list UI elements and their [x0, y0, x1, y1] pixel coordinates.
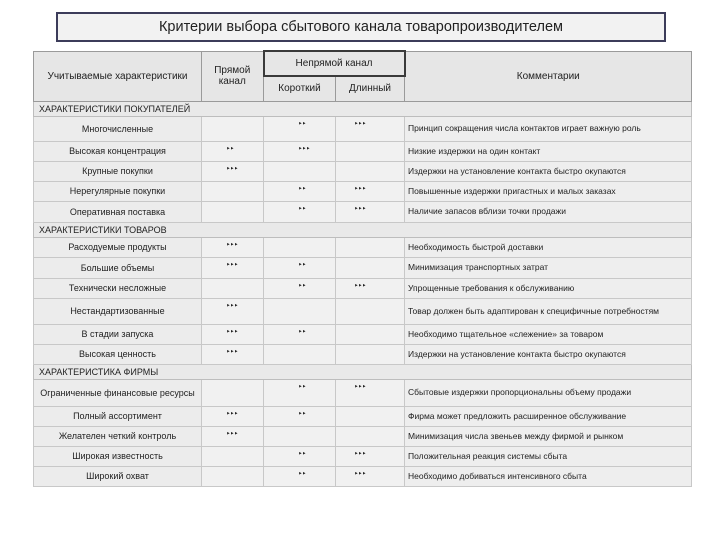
table-row — [34, 237, 692, 257]
long-marker-icon — [336, 257, 405, 278]
short-marker-icon: ‣‣ — [264, 278, 336, 298]
table-row — [34, 446, 692, 466]
direct-marker-icon: ‣‣‣ — [202, 161, 264, 181]
long-marker-icon — [336, 324, 405, 344]
direct-marker-icon — [202, 466, 264, 486]
table-row — [34, 379, 692, 406]
section-row — [34, 222, 692, 237]
section-title: ХАРАКТЕРИСТИКИ ТОВАРОВ — [34, 222, 692, 237]
table-row — [34, 141, 692, 161]
characteristic-cell: Широкая известность — [34, 446, 202, 466]
characteristic-cell: Высокая концентрация — [34, 141, 202, 161]
short-marker-icon — [264, 237, 336, 257]
long-marker-icon — [336, 344, 405, 364]
table-row — [34, 298, 692, 324]
header-direct-channel: Прямой канал — [202, 51, 264, 101]
comment-cell: Товар должен быть адаптирован к специфичные потребностям — [405, 298, 692, 324]
header-comments: Комментарии — [405, 51, 692, 101]
table-row — [34, 201, 692, 222]
direct-marker-icon — [202, 181, 264, 201]
characteristic-cell: Высокая ценность — [34, 344, 202, 364]
long-marker-icon: ‣‣‣ — [336, 466, 405, 486]
characteristic-cell: Полный ассортимент — [34, 406, 202, 426]
long-marker-icon — [336, 298, 405, 324]
long-marker-icon: ‣‣‣ — [336, 446, 405, 466]
short-marker-icon — [264, 161, 336, 181]
direct-marker-icon: ‣‣‣ — [202, 426, 264, 446]
characteristic-cell: В стадии запуска — [34, 324, 202, 344]
long-marker-icon: ‣‣‣ — [336, 181, 405, 201]
short-marker-icon — [264, 426, 336, 446]
characteristic-cell: Ограниченные финансовые ресурсы — [34, 379, 202, 406]
direct-marker-icon — [202, 446, 264, 466]
table-row — [34, 278, 692, 298]
comment-cell: Положительная реакция системы сбыта — [405, 446, 692, 466]
direct-marker-icon: ‣‣‣ — [202, 344, 264, 364]
short-marker-icon: ‣‣ — [264, 181, 336, 201]
long-marker-icon: ‣‣‣ — [336, 201, 405, 222]
short-marker-icon: ‣‣ — [264, 257, 336, 278]
direct-marker-icon — [202, 201, 264, 222]
comment-cell: Минимизация числа звеньев между фирмой и рынком — [405, 426, 692, 446]
comment-cell: Издержки на установление контакта быстро окупаются — [405, 344, 692, 364]
characteristic-cell: Многочисленные — [34, 116, 202, 141]
table-row — [34, 426, 692, 446]
section-row — [34, 364, 692, 379]
long-marker-icon — [336, 161, 405, 181]
direct-marker-icon — [202, 116, 264, 141]
characteristic-cell: Технически несложные — [34, 278, 202, 298]
section-row — [34, 101, 692, 116]
header-indirect-channel: Непрямой канал — [264, 51, 405, 76]
short-marker-icon: ‣‣ — [264, 379, 336, 406]
short-marker-icon: ‣‣ — [264, 446, 336, 466]
direct-marker-icon: ‣‣‣ — [202, 237, 264, 257]
direct-marker-icon: ‣‣‣ — [202, 406, 264, 426]
table-row — [34, 344, 692, 364]
page-title: Критерии выбора сбытового канала товаропроизводителем — [56, 12, 666, 42]
short-marker-icon: ‣‣ — [264, 201, 336, 222]
characteristic-cell: Нестандартизованные — [34, 298, 202, 324]
short-marker-icon — [264, 298, 336, 324]
header-short: Короткий — [264, 76, 336, 101]
table-row — [34, 324, 692, 344]
header-long: Длинный — [336, 76, 405, 101]
comment-cell: Необходимо добиваться интенсивного сбыта — [405, 466, 692, 486]
characteristic-cell: Оперативная поставка — [34, 201, 202, 222]
section-title: ХАРАКТЕРИСТИКА ФИРМЫ — [34, 364, 692, 379]
characteristic-cell: Нерегулярные покупки — [34, 181, 202, 201]
comment-cell: Упрощенные требования к обслуживанию — [405, 278, 692, 298]
section-title: ХАРАКТЕРИСТИКИ ПОКУПАТЕЛЕЙ — [34, 101, 692, 116]
comment-cell: Издержки на установление контакта быстро окупаются — [405, 161, 692, 181]
long-marker-icon — [336, 237, 405, 257]
comment-cell: Повышенные издержки пригастных и малых заказах — [405, 181, 692, 201]
criteria-table — [33, 50, 692, 487]
comment-cell: Принцип сокращения числа контактов играет важную роль — [405, 116, 692, 141]
characteristic-cell: Широкий охват — [34, 466, 202, 486]
table-row — [34, 406, 692, 426]
short-marker-icon: ‣‣ — [264, 406, 336, 426]
direct-marker-icon: ‣‣ — [202, 141, 264, 161]
table-row — [34, 161, 692, 181]
direct-marker-icon: ‣‣‣ — [202, 298, 264, 324]
table-row — [34, 466, 692, 486]
comment-cell: Минимизация транспортных затрат — [405, 257, 692, 278]
characteristic-cell: Большие объемы — [34, 257, 202, 278]
short-marker-icon: ‣‣ — [264, 466, 336, 486]
comment-cell: Низкие издержки на один контакт — [405, 141, 692, 161]
table-row — [34, 181, 692, 201]
comment-cell: Фирма может предложить расширенное обслуживание — [405, 406, 692, 426]
long-marker-icon: ‣‣‣ — [336, 278, 405, 298]
short-marker-icon — [264, 344, 336, 364]
long-marker-icon: ‣‣‣ — [336, 116, 405, 141]
comment-cell: Необходимо тщательное «слежение» за товаром — [405, 324, 692, 344]
direct-marker-icon — [202, 278, 264, 298]
long-marker-icon: ‣‣‣ — [336, 379, 405, 406]
table-row — [34, 257, 692, 278]
short-marker-icon: ‣‣ — [264, 324, 336, 344]
long-marker-icon — [336, 406, 405, 426]
long-marker-icon — [336, 141, 405, 161]
direct-marker-icon: ‣‣‣ — [202, 257, 264, 278]
short-marker-icon: ‣‣‣ — [264, 141, 336, 161]
comment-cell: Наличие запасов вблизи точки продажи — [405, 201, 692, 222]
comment-cell: Необходимость быстрой доставки — [405, 237, 692, 257]
table-row — [34, 116, 692, 141]
header-characteristics: Учитываемые характеристики — [34, 51, 202, 101]
direct-marker-icon — [202, 379, 264, 406]
characteristic-cell: Крупные покупки — [34, 161, 202, 181]
short-marker-icon: ‣‣ — [264, 116, 336, 141]
direct-marker-icon: ‣‣‣ — [202, 324, 264, 344]
characteristic-cell: Расходуемые продукты — [34, 237, 202, 257]
long-marker-icon — [336, 426, 405, 446]
comment-cell: Сбытовые издержки пропорциональны объему продажи — [405, 379, 692, 406]
characteristic-cell: Желателен четкий контроль — [34, 426, 202, 446]
